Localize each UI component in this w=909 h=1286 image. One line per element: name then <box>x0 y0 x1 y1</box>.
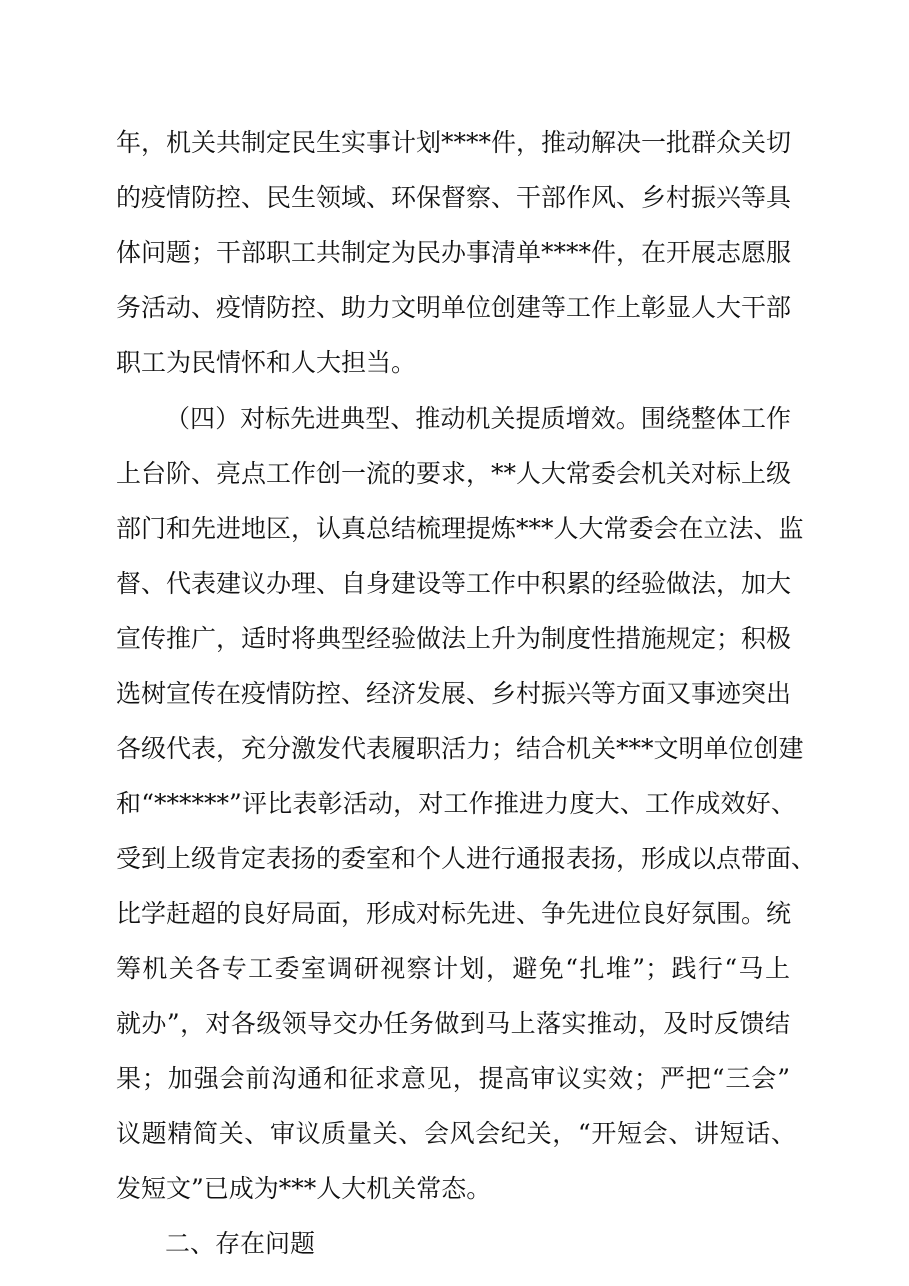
paragraph-line: 选树宣传在疫情防控、经济发展、乡村振兴等方面又事迹突出 <box>116 679 792 708</box>
paragraph-line: 和“******”评比表彰活动，对工作推进力度大、工作成效好、 <box>116 789 796 818</box>
paragraph-line: 宣传推广，适时将典型经验做法上升为制度性措施规定；积极 <box>116 624 792 653</box>
paragraph-line: 督、代表建议办理、自身建设等工作中积累的经验做法，加大 <box>116 569 792 598</box>
section-heading: 二、存在问题 <box>165 1229 316 1258</box>
paragraph-line: 上台阶、亮点工作创一流的要求，**人大常委会机关对标上级 <box>116 459 792 488</box>
paragraph-line: 的疫情防控、民生领域、环保督察、干部作风、乡村振兴等具 <box>116 183 792 212</box>
paragraph-line: 年，机关共制定民生实事计划****件，推动解决一批群众关切 <box>116 128 792 157</box>
paragraph-line: 筹机关各专工委室调研视察计划，避免“扎堆”；践行“马上 <box>116 954 790 983</box>
section-heading-line: （四）对标先进典型、推动机关提质增效。围绕整体工作 <box>165 404 791 433</box>
paragraph-line: 比学赶超的良好局面，形成对标先进、争先进位良好氛围。统 <box>116 899 792 928</box>
paragraph-line: 果；加强会前沟通和征求意见，提高审议实效；严把“三会” <box>116 1064 790 1093</box>
paragraph-line: 部门和先进地区，认真总结梳理提炼***人大常委会在立法、监 <box>116 514 804 543</box>
paragraph-line: 就办”，对各级领导交办任务做到马上落实推动，及时反馈结 <box>116 1009 790 1038</box>
paragraph-line: 体问题；干部职工共制定为民办事清单****件，在开展志愿服 <box>116 238 792 267</box>
paragraph-line: 受到上级肯定表扬的委室和个人进行通报表扬，形成以点带面、 <box>116 844 817 873</box>
paragraph-line: 各级代表，充分激发代表履职活力；结合机关***文明单位创建 <box>116 734 804 763</box>
paragraph-line: 职工为民情怀和人大担当。 <box>116 348 417 377</box>
paragraph-line: 发短文”已成为***人大机关常态。 <box>116 1174 492 1203</box>
paragraph-line: 议题精简关、审议质量关、会风会纪关，“开短会、讲短话、 <box>116 1119 796 1148</box>
paragraph-line: 务活动、疫情防控、助力文明单位创建等工作上彰显人大干部 <box>116 293 792 322</box>
